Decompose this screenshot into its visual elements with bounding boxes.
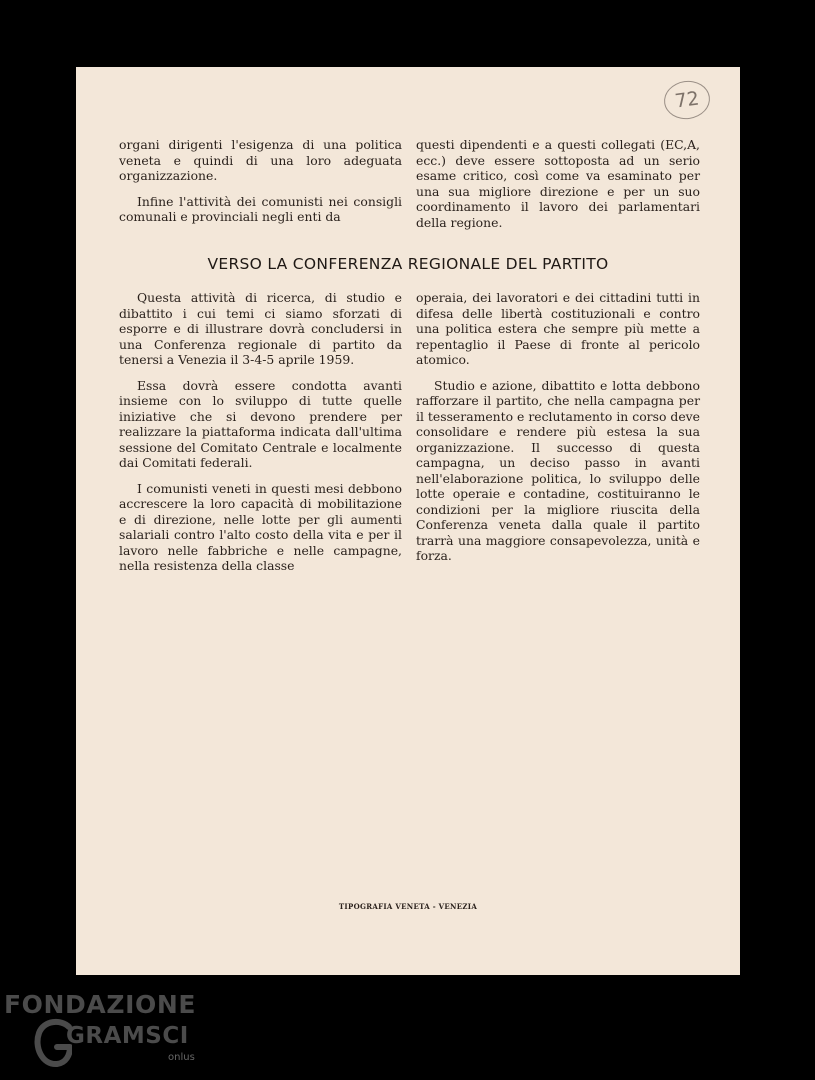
paragraph: organi dirigenti l'esigenza di una politica veneta e quindi di una loro adeguata organizzazione.	[119, 137, 402, 183]
logo-line-1: FONDAZIONE	[4, 990, 197, 1019]
top-left-column	[119, 137, 402, 235]
archive-logo	[4, 990, 214, 1074]
page-number-annotation: 72	[662, 78, 713, 122]
paragraph: Studio e azione, dibattito e lotta debbono rafforzare il partito, che nella campagna per il tesseramento e reclutamento in corso deve consolidare e rendere più estesa la sua organizzazione. Il successo di questa campagna, un deciso passo in avanti nell'elaborazione politica, lo sviluppo delle lotte operaie e contadine, costituiranno le condizioni per la migliore riuscita della Conferenza veneta dalla quale il partito trarrà una maggiore consapevolezza, unità e forza.	[416, 377, 700, 563]
logo-initial: G	[66, 1023, 86, 1049]
paragraph: Infine l'attività dei comunisti nei consigli comunali e provinciali negli enti da	[119, 193, 402, 224]
bottom-right-column	[416, 290, 700, 574]
paragraph: Essa dovrà essere condotta avanti insieme con lo sviluppo di tutte quelle iniziative che si devono prendere per realizzare la piattaforma indicata dall'ultima sessione del Comitato Centrale e localmente dai Comitati federali.	[119, 377, 402, 470]
logo-line-2	[66, 1023, 189, 1049]
document-page	[76, 67, 740, 975]
printer-imprint: TIPOGRAFIA VENETA - VENEZIA	[338, 902, 478, 911]
paragraph: I comunisti veneti in questi mesi debbono accrescere la loro capacità di mobilitazione e di direzione, nelle lotte per gli aumenti salariali contro l'alto costo della vita e per il lavoro nelle fabbriche e nelle campagne, nella resistenza della classe	[119, 480, 402, 573]
section-heading: VERSO LA CONFERENZA REGIONALE DEL PARTITO	[207, 255, 609, 273]
logo-onlus: onlus	[168, 1052, 195, 1063]
bottom-left-column	[119, 290, 402, 584]
top-right-column	[416, 137, 700, 240]
paragraph: questi dipendenti e a questi collegati (EC,A, ecc.) deve essere sottoposta ad un serio esame critico, così come va esaminato per una sua migliore direzione e per un suo coordinamento il lavoro dei parlamentari della regione.	[416, 137, 700, 230]
logo-word: RAMSCI	[85, 1023, 189, 1049]
paragraph: operaia, dei lavoratori e dei cittadini tutti in difesa delle libertà costituzionali e contro una politica estera che sempre più mette a repentaglio il Paese di fronte al pericolo atomico.	[416, 290, 700, 367]
paragraph: Questa attività di ricerca, di studio e dibattito i cui temi ci siamo sforzati di esporre e di illustrare dovrà concludersi in una Conferenza regionale di partito da tenersi a Venezia il 3-4-5 aprile 1959.	[119, 290, 402, 367]
